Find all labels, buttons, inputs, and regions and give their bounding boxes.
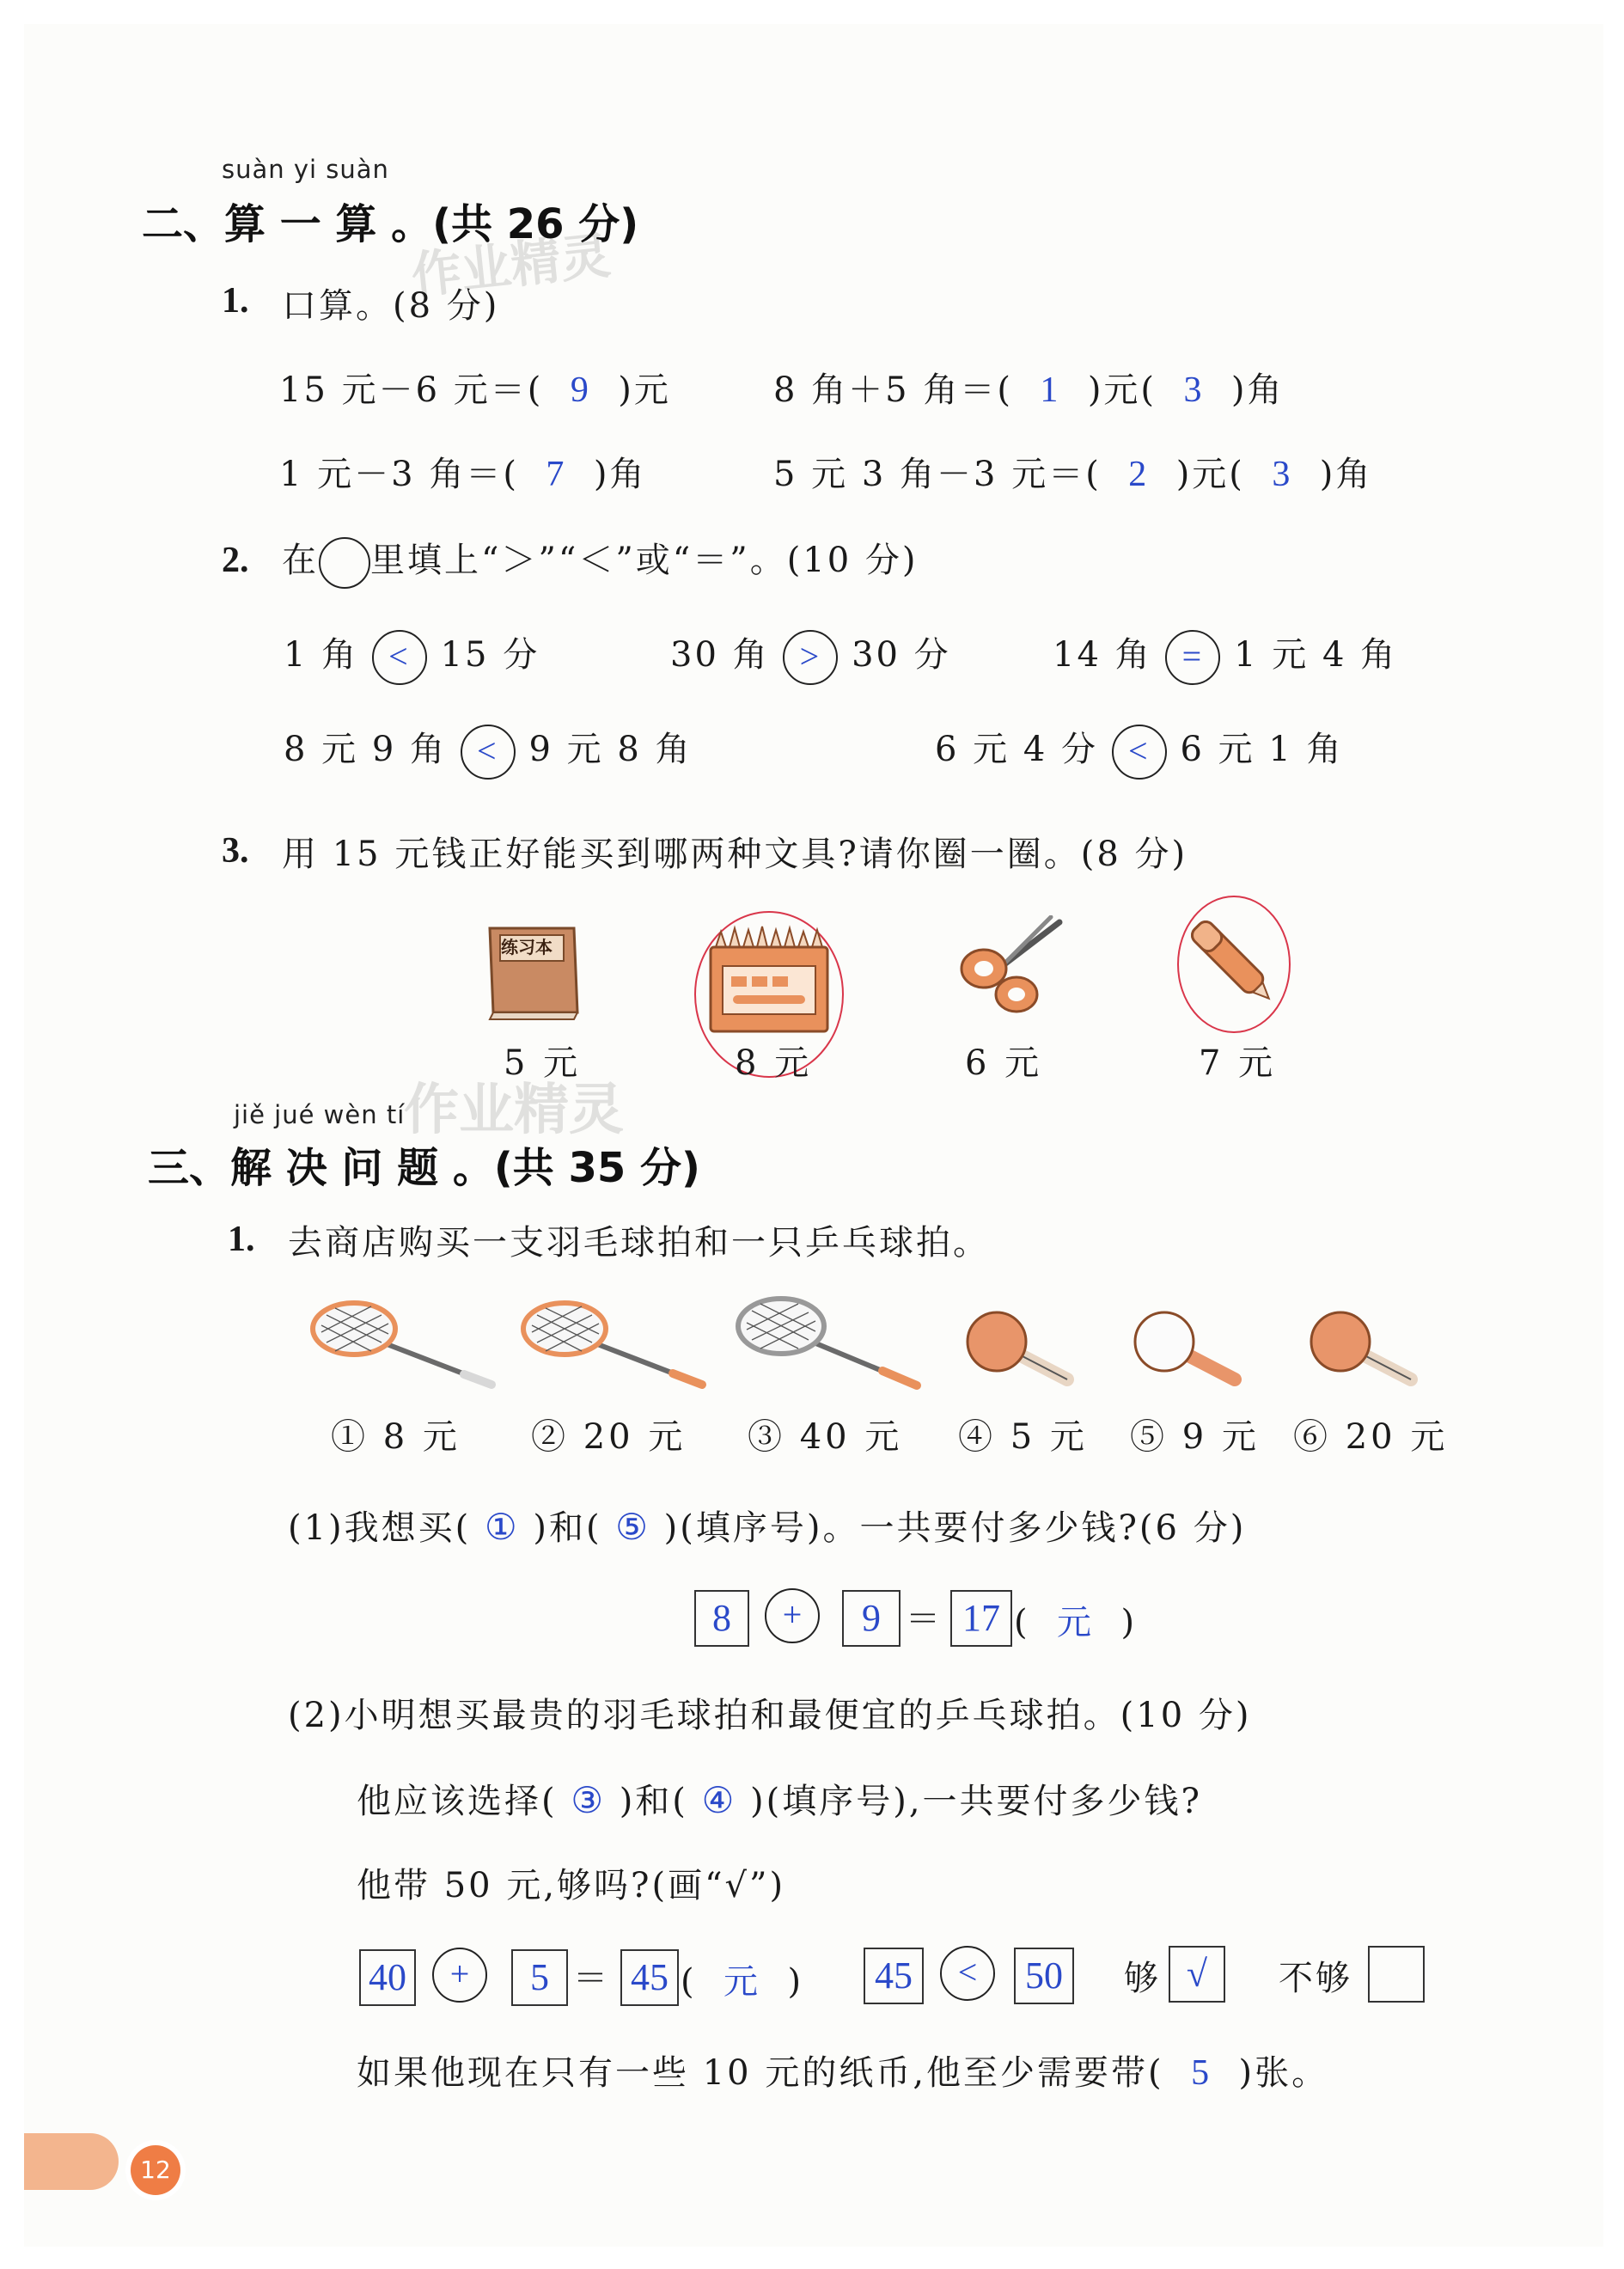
price-pen: 7 元	[1199, 1043, 1277, 1083]
answer-unit: 元	[723, 1962, 761, 2002]
part2-line3	[357, 2046, 1328, 2095]
compare-left: 30 角	[670, 635, 770, 675]
answer-box: 45	[864, 1948, 924, 2004]
oral-calc-row-1b	[773, 363, 1285, 412]
part2-text-d: )张。	[1238, 2053, 1329, 2093]
pingpong-paddle-icon	[962, 1311, 1083, 1397]
notebook-label: 练习本	[501, 937, 553, 957]
pingpong-paddle-icon	[1130, 1311, 1250, 1397]
answer: 3	[1183, 370, 1205, 410]
s3-q1-title: 去商店购买一支羽毛球拍和一只乒乓球拍。	[288, 1223, 990, 1263]
expr: 15 元－6 元＝(	[279, 370, 544, 410]
answer-box: 5	[511, 1949, 568, 2006]
answer: ①	[484, 1508, 520, 1548]
expr: 1 元－3 角＝(	[279, 455, 519, 494]
compare-left: 1 角	[284, 635, 359, 675]
part1-question	[288, 1501, 1246, 1550]
part2-text-c: )(填序号),一共要付多少钱?	[750, 1782, 1202, 1821]
operator-circle: +	[432, 1948, 487, 2003]
price-notebook: 5 元	[504, 1043, 582, 1083]
answer: 3	[1272, 455, 1293, 494]
crayon-box-icon	[700, 913, 838, 1042]
compare-symbol: =	[1165, 630, 1220, 685]
answer: 7	[546, 455, 567, 494]
part2-text-c: 如果他现在只有一些 10 元的纸币,他至少需要带(	[357, 2053, 1164, 2093]
paren: (	[681, 1962, 697, 2002]
unit: )角	[1230, 370, 1285, 410]
compare-symbol: <	[940, 1946, 995, 2001]
unit: )元(	[1175, 455, 1245, 494]
compare-right: 6 元 1 角	[1180, 730, 1344, 769]
page-number: 12	[131, 2145, 180, 2195]
answer-box: 17	[950, 1590, 1012, 1647]
compare-right: 30 分	[852, 635, 951, 675]
part2-text-b: )和(	[619, 1782, 688, 1821]
q2-number: 2.	[222, 541, 249, 580]
expr: 8 角＋5 角＝(	[773, 370, 1013, 410]
price-scissors: 6 元	[965, 1043, 1043, 1083]
price-crayons: 8 元	[735, 1043, 813, 1083]
compare-symbol: >	[783, 630, 838, 685]
answer: ⑤	[615, 1508, 650, 1548]
oral-calc-row-1	[279, 363, 671, 412]
compare-left: 6 元 4 分	[935, 730, 1099, 769]
enough-label: 够	[1124, 1959, 1161, 1998]
compare-symbol: <	[1112, 725, 1167, 780]
q2-title	[282, 533, 919, 589]
badminton-racket-icon	[520, 1298, 709, 1397]
empty-check-box	[1368, 1946, 1425, 2003]
part2-line2: 他带 50 元,够吗?(画“√”)	[357, 1866, 786, 1905]
s3-q1-number: 1.	[228, 1220, 255, 1259]
compare-item	[284, 722, 693, 780]
compare-item	[670, 627, 951, 685]
item-price: ⑤ 9 元	[1130, 1417, 1260, 1457]
item-price: ① 8 元	[331, 1417, 461, 1457]
q3-number: 3.	[222, 831, 249, 871]
equals-sign: ＝	[573, 1959, 610, 1998]
equals-sign: ＝	[906, 1599, 943, 1639]
answer-box: 9	[842, 1590, 901, 1647]
answer-unit: 元	[1057, 1603, 1095, 1642]
empty-circle-icon	[319, 537, 370, 589]
q3-title: 用 15 元钱正好能买到哪两种文具?请你圈一圈。(8 分)	[282, 835, 1188, 874]
part2-text-a: 他应该选择(	[357, 1782, 558, 1821]
unit: )元	[618, 370, 671, 410]
q2-title-b: 里填上“＞”“＜”或“＝”。(10 分)	[370, 541, 919, 580]
oral-calc-row-2b	[773, 447, 1372, 496]
answer-box: 50	[1014, 1948, 1074, 2004]
item-price: ③ 40 元	[748, 1417, 903, 1457]
paren: )	[1120, 1603, 1138, 1642]
badminton-racket-icon	[735, 1294, 924, 1397]
page-tab	[24, 2133, 119, 2190]
compare-item	[1053, 627, 1397, 685]
check-box: √	[1169, 1946, 1225, 2003]
answer-box: 40	[359, 1949, 416, 2006]
item-price: ② 20 元	[531, 1417, 687, 1457]
section3-title: 三、解 决 问 题 。(共 35 分)	[148, 1144, 700, 1192]
expr: 5 元 3 角－3 元＝(	[773, 455, 1102, 494]
answer-box: 45	[620, 1949, 679, 2006]
badminton-racket-icon	[309, 1298, 498, 1397]
scissors-icon	[949, 915, 1070, 1018]
unit-paren	[681, 1954, 803, 2003]
unit: )元(	[1087, 370, 1157, 410]
section2-title: 二、算 一 算 。(共 26 分)	[142, 200, 639, 248]
section3-pinyin: jiě jué wèn tí	[234, 1100, 406, 1129]
part1-text-c: )(填序号)。一共要付多少钱?(6 分)	[663, 1508, 1247, 1548]
watermark: 作业精灵	[404, 1079, 624, 1142]
part2-line1	[357, 1774, 1202, 1823]
compare-left: 14 角	[1053, 635, 1152, 675]
answer: 9	[570, 370, 591, 410]
watermark: 作业精灵	[408, 226, 614, 305]
paren: )	[787, 1962, 804, 2002]
q1-number: 1.	[222, 281, 249, 321]
compare-left: 8 元 9 角	[284, 730, 448, 769]
unit-paren	[1014, 1595, 1137, 1644]
answer-box: 8	[694, 1590, 749, 1647]
unit: )角	[1319, 455, 1373, 494]
compare-symbol: <	[461, 725, 516, 780]
part1-text-a: (1)我想买(	[288, 1508, 472, 1548]
item-price: ④ 5 元	[958, 1417, 1088, 1457]
compare-right: 1 元 4 角	[1234, 635, 1398, 675]
compare-symbol: <	[372, 630, 427, 685]
answer: ④	[701, 1782, 737, 1821]
operator-circle: +	[765, 1588, 820, 1643]
pen-icon	[1181, 907, 1285, 1018]
answer: 2	[1128, 455, 1150, 494]
q1-title: 口算。(8 分)	[282, 286, 500, 326]
compare-item	[935, 722, 1344, 780]
answer: 1	[1040, 370, 1061, 410]
paren: (	[1014, 1603, 1030, 1642]
oral-calc-row-2	[279, 447, 646, 496]
compare-right: 9 元 8 角	[528, 730, 693, 769]
part2-title: (2)小明想买最贵的羽毛球拍和最便宜的乒乓球拍。(10 分)	[288, 1696, 1252, 1735]
answer: 5	[1191, 2053, 1212, 2093]
unit: )角	[593, 455, 647, 494]
section2-pinyin: suàn yi suàn	[222, 155, 389, 184]
item-price: ⑥ 20 元	[1293, 1417, 1449, 1457]
pingpong-paddle-icon	[1306, 1311, 1426, 1397]
q2-title-a: 在	[282, 541, 319, 580]
compare-right: 15 分	[440, 635, 540, 675]
not-enough-label: 不够	[1279, 1959, 1352, 1998]
part1-text-b: )和(	[533, 1508, 602, 1548]
compare-item	[284, 627, 540, 685]
answer: ③	[571, 1782, 606, 1821]
